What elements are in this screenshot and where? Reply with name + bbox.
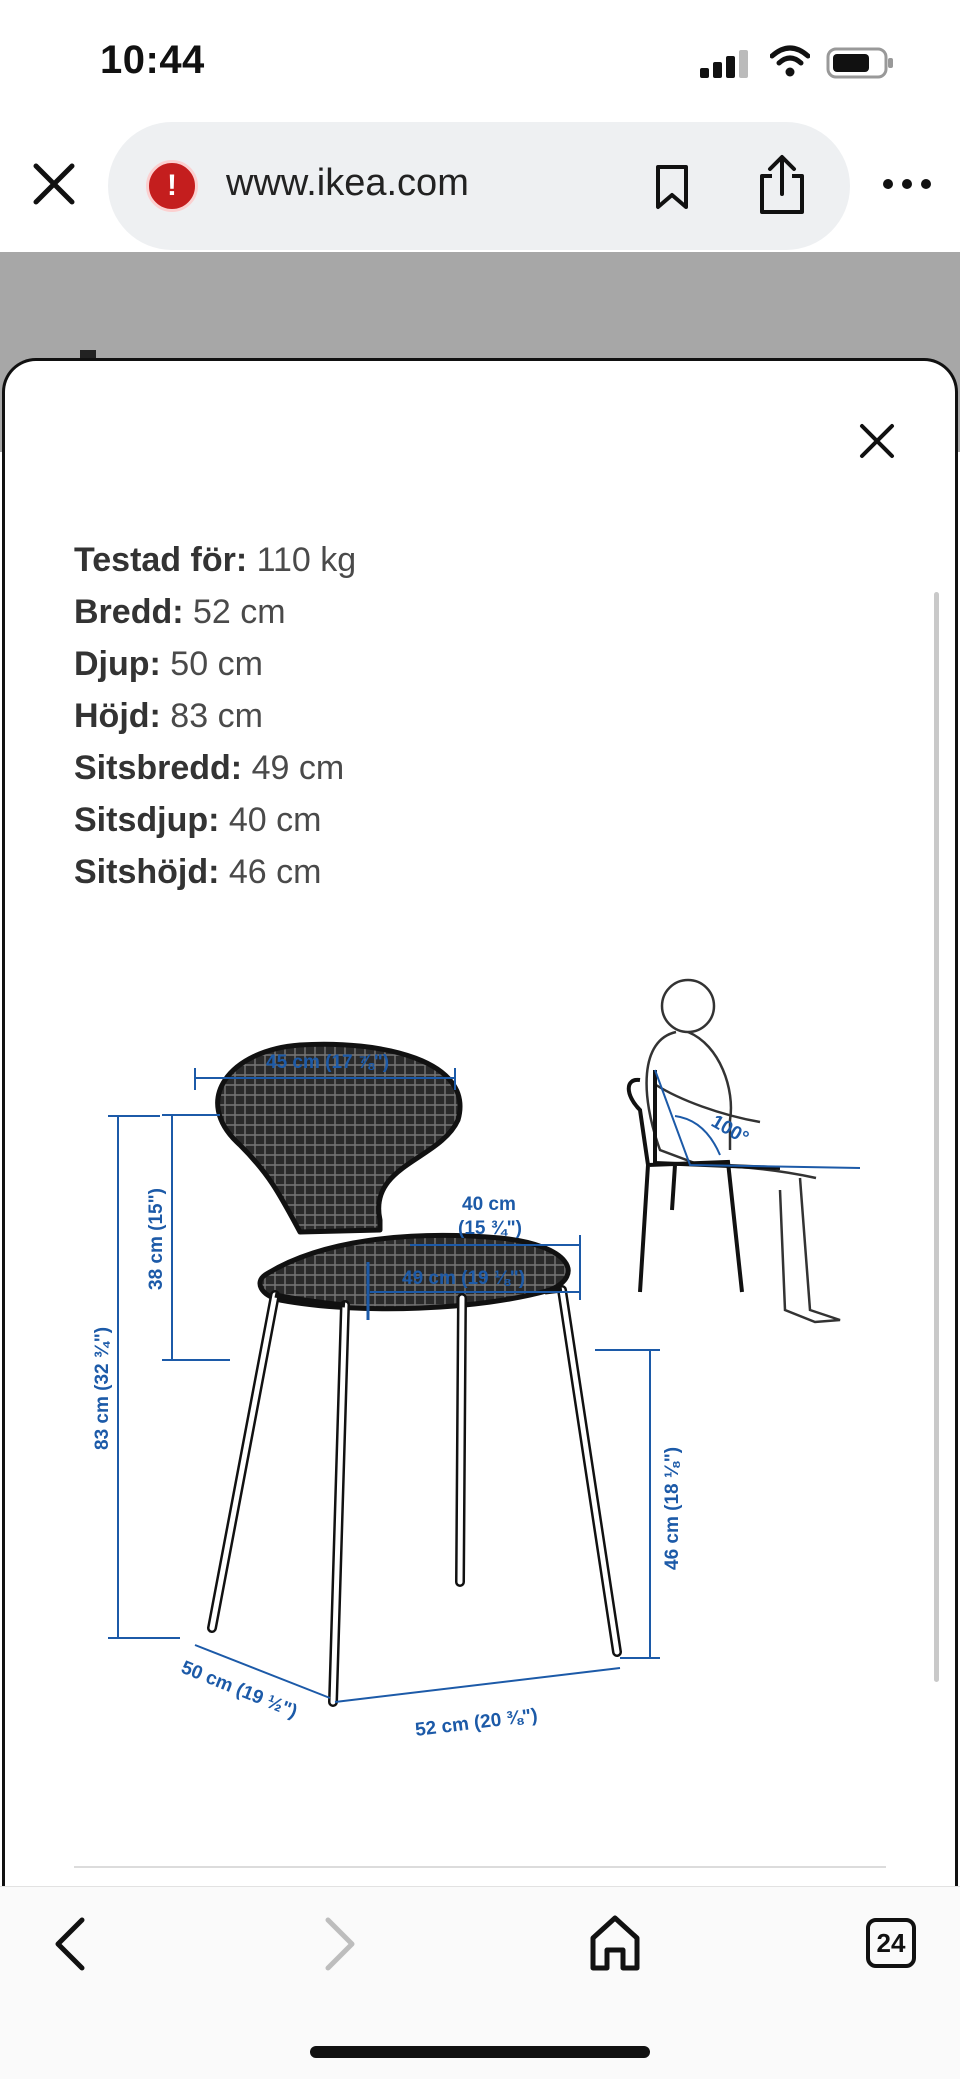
- forward-arrow-icon[interactable]: [322, 1914, 358, 1974]
- chair-dimension-drawing: [80, 950, 880, 1780]
- dim-seat-width: 49 cm (19 ⅛"): [402, 1268, 526, 1289]
- dim-seat-height: 46 cm (18 ⅛"): [662, 1446, 683, 1570]
- spec-depth: Djup: 50 cm: [74, 645, 263, 683]
- more-options-icon[interactable]: [882, 176, 932, 192]
- address-bar[interactable]: [108, 122, 850, 250]
- seated-person-illustration: [629, 980, 860, 1322]
- dim-total-height: 83 cm (32 ¾"): [92, 1326, 113, 1450]
- dim-seat-depth-inches: (15 ¾"): [458, 1218, 522, 1239]
- spec-width: Bredd: 52 cm: [74, 593, 286, 631]
- dim-depth: 50 cm (19 ½"): [178, 1657, 301, 1723]
- dim-back-height: 38 cm (15"): [146, 1188, 167, 1290]
- close-icon[interactable]: [30, 160, 78, 208]
- wifi-icon: [770, 44, 810, 78]
- dim-width: 52 cm (20 ⅜"): [414, 1705, 539, 1741]
- scrollbar[interactable]: [934, 592, 939, 1682]
- chair-illustration: [212, 1044, 617, 1702]
- spec-seat-width: Sitsbredd: 49 cm: [74, 749, 345, 787]
- back-arrow-icon[interactable]: [52, 1914, 88, 1974]
- spec-seat-height: Sitshöjd: 46 cm: [74, 853, 322, 891]
- spec-tested-for: Testad för: 110 kg: [74, 541, 357, 579]
- battery-icon: [826, 46, 896, 80]
- spec-seat-depth: Sitsdjup: 40 cm: [74, 801, 322, 839]
- bookmark-icon[interactable]: [652, 164, 692, 210]
- tab-count-button[interactable]: 24: [866, 1918, 916, 1968]
- url-text[interactable]: www.ikea.com: [226, 162, 469, 204]
- status-bar: [0, 0, 960, 120]
- spec-list: [74, 534, 356, 898]
- cellular-signal-icon: [700, 48, 752, 80]
- dim-back-width: 45 cm (17 ⅞"): [266, 1052, 390, 1073]
- home-indicator[interactable]: [310, 2046, 650, 2058]
- status-time: 10:44: [100, 38, 205, 82]
- divider: [74, 1866, 886, 1868]
- close-sheet-button[interactable]: [858, 422, 896, 460]
- spec-height: Höjd: 83 cm: [74, 697, 263, 735]
- site-warning-icon[interactable]: !: [146, 160, 198, 212]
- dim-seat-depth: 40 cm: [462, 1194, 516, 1215]
- share-icon[interactable]: [756, 154, 808, 216]
- home-icon[interactable]: [588, 1912, 642, 1974]
- svg-text:100°: 100°: [707, 1111, 753, 1149]
